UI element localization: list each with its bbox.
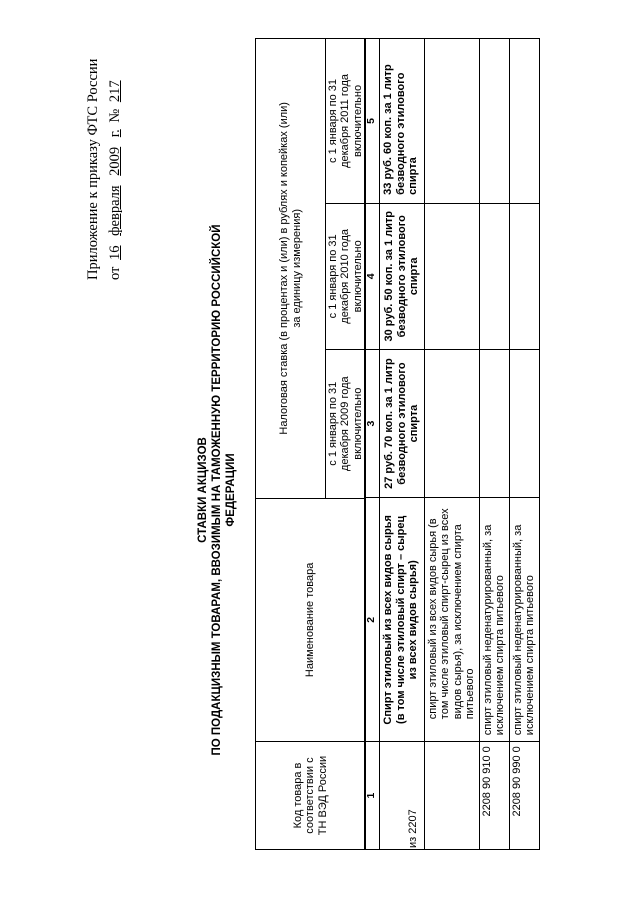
appendix-year-suffix: г. [107,129,123,138]
header-rate: Налоговая ставка (в процентах и (или) в рублях и копейках (или) за единицу измерения) [256,39,326,499]
empty-cell [424,39,479,204]
title-line2: ПО ПОДАКЦИЗНЫМ ТОВАРАМ, ВВОЗИМЫМ НА ТАМОЖЕННУЮ ТЕРРИТОРИЮ РОССИЙСКОЙ ФЕДЕРАЦИИ [211,224,237,756]
col-number-5: 5 [365,39,380,204]
row-name: спирт этиловый неденатурированный, за исключением спирта питьевого [509,498,539,742]
row-name: спирт этиловый из всех видов сырья (в том числе этиловый спирт-сырец из всех видов сырья), за исключением спирта питьевого [424,498,479,742]
row-code: 2208 90 990 0 [509,742,539,850]
col-number-4: 4 [365,203,380,349]
row-name: Спирт этиловый из всех видов сырья (в том числе этиловый спирт – сырец из всех видов сырья) [380,498,425,742]
table-row [380,39,425,850]
header-period-2011: с 1 января по 31 декабря 2011 года включительно [326,39,366,204]
empty-cell [479,203,509,349]
document-title [196,200,238,780]
appendix-line1: Приложение к приказу ФТС России [85,58,101,280]
row-code [424,742,479,850]
col-number-3: 3 [365,349,380,498]
table-row [479,39,509,850]
table-row [424,39,479,850]
code-text: из 2207 [407,809,419,848]
empty-cell [509,349,539,498]
row-code: 2208 90 910 0 [479,742,509,850]
empty-cell [479,349,509,498]
table-row [509,39,539,850]
header-period-2009: с 1 января по 31 декабря 2009 года включительно [326,349,366,498]
rate-2010: 30 руб. 50 коп. за 1 литр безводного этилового спирта [380,203,425,349]
title-line1: СТАВКИ АКЦИЗОВ [197,437,209,543]
header-period-2010: с 1 января по 31 декабря 2010 года включительно [326,203,366,349]
appendix-number: 217 [107,80,123,103]
empty-cell [424,349,479,498]
header-table [255,38,366,850]
header-code: Код товара в соответствии с ТН ВЭД России [256,742,366,850]
rates-table [364,38,540,850]
empty-cell [424,203,479,349]
row-code [380,742,425,850]
col-number-2: 2 [365,498,380,742]
header-name: Наименование товара [256,498,366,741]
col-number-1: 1 [365,742,380,850]
empty-cell [509,203,539,349]
appendix-line2 [104,40,126,280]
row-name: спирт этиловый неденатурированный, за исключением спирта питьевого [479,498,509,742]
empty-cell [479,39,509,204]
appendix-day: 16 [107,245,123,260]
rate-2011: 33 руб. 60 коп. за 1 литр безводного этилового спирта [380,39,425,204]
appendix-month: февраля [107,185,123,236]
appendix-year: 2009 [107,146,123,176]
appendix-number-sign: № [107,108,123,123]
appendix-note [82,40,126,280]
rate-2009: 27 руб. 70 коп. за 1 литр безводного этилового спирта [380,349,425,498]
appendix-from: от [107,266,123,280]
empty-cell [509,39,539,204]
